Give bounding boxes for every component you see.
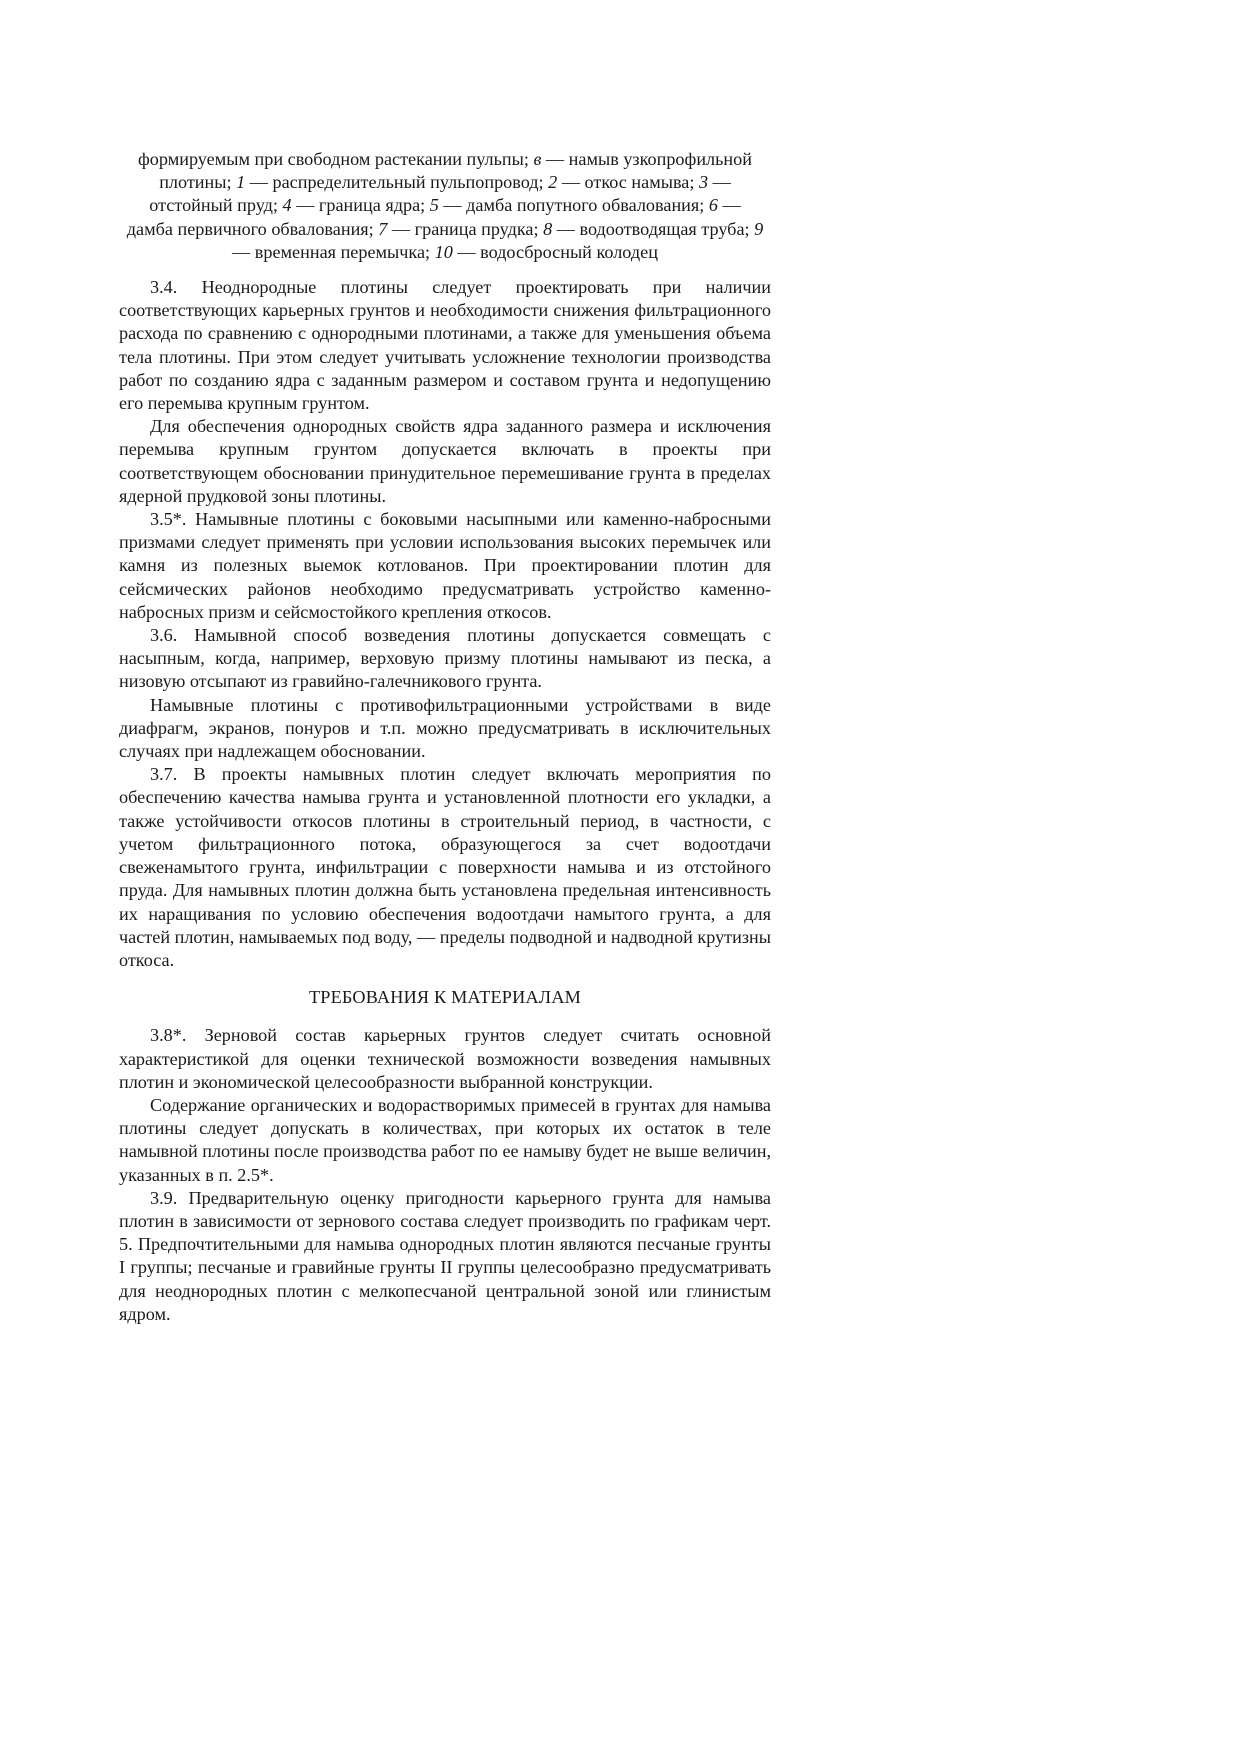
paragraph-core-mixing: Для обеспечения однородных свойств ядра заданного размера и исключения перемыва крупным грунтом допускается включать в проекты при соответствующем обосновании принудительное перемешивание грунта в пределах ядерной прудковой зоны плотины. bbox=[119, 416, 771, 506]
paragraph-antifiltration: Намывные плотины с противофильтрационными устройствами в виде диафрагм, экранов, понуров и т.п. можно предусматривать в исключительных случаях при надлежащем обосновании. bbox=[119, 694, 771, 762]
caption-label-10: 10 bbox=[434, 241, 453, 262]
caption-text: — временная перемычка; bbox=[232, 241, 435, 262]
caption-text: формируемым при свободном растекании пульпы; bbox=[138, 149, 534, 169]
caption-text: — водосбросный колодец bbox=[452, 241, 658, 262]
caption-label-9: 9 bbox=[754, 218, 764, 239]
page-content bbox=[119, 148, 771, 1326]
paragraph-impurities: Содержание органических и водорастворимых примесей в грунтах для намыва плотины следует допускать в количествах, при которых их остаток в теле намывной плотины после производства работ по ее намыву будет не выше величин, указанных в п. 2.5*. bbox=[119, 1094, 771, 1185]
caption-label-1: 1 bbox=[236, 172, 246, 193]
caption-label-6: 6 bbox=[708, 195, 718, 216]
paragraph-3-6: 3.6. Намывной способ возведения плотины допускается совмещать с насыпным, когда, например, верховую призму плотины намывают из песка, а низовую отсыпают из гравийно-галечникового грунта. bbox=[119, 625, 771, 692]
caption-label-3: 3 bbox=[698, 172, 709, 193]
caption-text: — откос намыва; bbox=[557, 172, 699, 193]
caption-text: — дамба первичного обвалования; bbox=[126, 195, 741, 239]
section-heading: ТРЕБОВАНИЯ К МАТЕРИАЛАМ bbox=[308, 987, 582, 1008]
caption-text: — отстойный пруд; bbox=[149, 172, 731, 216]
caption-label-2: 2 bbox=[548, 172, 558, 193]
caption-label-7: 7 bbox=[378, 218, 388, 239]
paragraph-3-4: 3.4. Неоднородные плотины следует проектировать при наличии соответствующих карьерных грунтов и необходимости снижения фильтрационного расхода по сравнению с однородными плотинами, а также для уменьшения объема тела плотины. При этом следует учитывать усложнение технологии производства работ по созданию ядра с заданным размером и составом грунта и недопущению его перемыва крупным грунтом. bbox=[119, 277, 771, 414]
figure-caption bbox=[125, 148, 765, 264]
caption-label-8: 8 bbox=[543, 218, 553, 239]
paragraph-3-5: 3.5*. Намывные плотины с боковыми насыпными или каменно-набросными призмами следует применять при условии использования высоких перемычек или камня из полезных выемок котлованов. При проектировании плотин для сейсмических районов необходимо предусматривать устройство каменно-набросных призм и сейсмостойкого крепления откосов. bbox=[119, 509, 771, 622]
caption-text: — распределительный пульпопровод; bbox=[245, 172, 549, 193]
caption-text: — граница ядра; bbox=[291, 195, 430, 216]
paragraph-3-9: 3.9. Предварительную оценку пригодности карьерного грунта для намыва плотин в зависимости от зернового состава следует производить по графикам черт. 5. Предпочтительными для намыва однородных плотин являются песчаные грунты I группы; песчаные и гравийные грунты II группы целесообразно предусматривать для неоднородных плотин с мелкопесчаной центральной зоной или глинистым ядром. bbox=[119, 1187, 771, 1324]
paragraph-3-7: 3.7. В проекты намывных плотин следует включать мероприятия по обеспечению качества намыва грунта и установленной плотности его укладки, а также устойчивости откосов плотины в строительный период, в частности, с учетом фильтрационного потока, образующегося за счет водоотдачи свеженамытого грунта, инфильтрации с поверхности намыва и из отстойного пруда. Для намывных плотин должна быть установлена предельная интенсивность их наращивания по условию обеспечения водоотдачи намытого грунта, а для частей плотин, намываемых под воду, — пределы подводной и надводной крутизны откоса. bbox=[119, 764, 771, 970]
caption-text: — дамба попутного обвалования; bbox=[438, 195, 709, 216]
caption-label-4: 4 bbox=[282, 195, 292, 216]
caption-text: — граница прудка; bbox=[387, 218, 544, 239]
caption-label-v: в bbox=[533, 149, 542, 169]
caption-text: — намыв узкопрофильной плотины; bbox=[159, 149, 752, 193]
paragraph-3-8: 3.8*. Зерновой состав карьерных грунтов следует считать основной характеристикой для оценки технической возможности возведения намывных плотин и экономической целесообразности выбранной конструкции. bbox=[119, 1025, 771, 1092]
caption-label-5: 5 bbox=[429, 195, 439, 216]
spacer bbox=[119, 264, 771, 276]
caption-text: — водоотводящая труба; bbox=[552, 218, 755, 239]
